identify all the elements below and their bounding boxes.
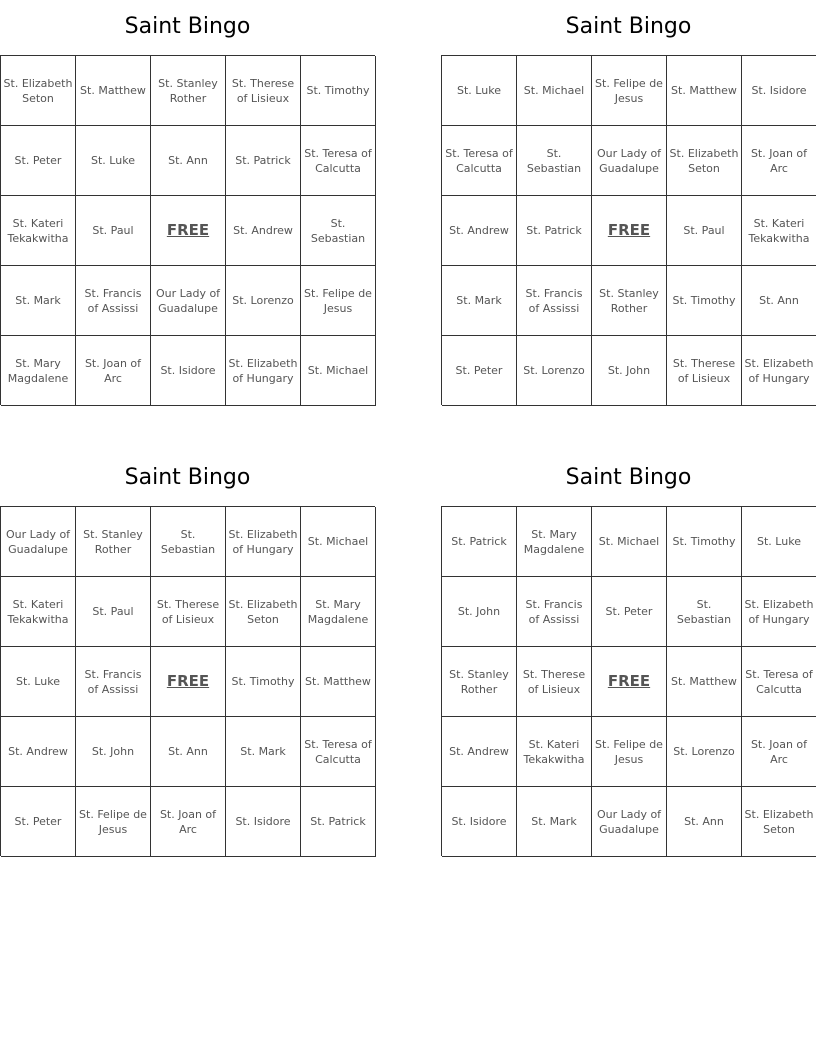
- bingo-cell: St. Mark: [1, 266, 76, 336]
- bingo-cell: St. Mary Magdalene: [517, 507, 592, 577]
- free-space-cell: FREE: [151, 196, 226, 266]
- bingo-cell: St. Lorenzo: [517, 336, 592, 406]
- free-space-cell: FREE: [592, 196, 667, 266]
- bingo-cell: St. Joan of Arc: [742, 717, 816, 787]
- bingo-cell: St. Paul: [76, 577, 151, 647]
- bingo-cell: St. Francis of Assissi: [76, 647, 151, 717]
- bingo-cell: St. John: [592, 336, 667, 406]
- free-space-cell: FREE: [151, 647, 226, 717]
- bingo-cell: St. Luke: [742, 507, 816, 577]
- bingo-cell: St. Ann: [151, 126, 226, 196]
- bingo-cell: Our Lady of Guadalupe: [592, 787, 667, 857]
- bingo-cell: St. Andrew: [1, 717, 76, 787]
- bingo-cell: St. Elizabeth Seton: [1, 56, 76, 126]
- bingo-cell: St. Sebastian: [151, 507, 226, 577]
- bingo-cell: St. Felipe de Jesus: [76, 787, 151, 857]
- bingo-cell: St. Luke: [76, 126, 151, 196]
- bingo-cell: St. Elizabeth of Hungary: [226, 336, 301, 406]
- bingo-cell: Our Lady of Guadalupe: [1, 507, 76, 577]
- bingo-cell: St. Kateri Tekakwitha: [517, 717, 592, 787]
- bingo-cell: St. Sebastian: [301, 196, 376, 266]
- bingo-cell: St. Peter: [442, 336, 517, 406]
- bingo-cell: St. Teresa of Calcutta: [301, 717, 376, 787]
- bingo-cell: St. Elizabeth Seton: [742, 787, 816, 857]
- bingo-cell: Our Lady of Guadalupe: [592, 126, 667, 196]
- bingo-card: [441, 10, 816, 405]
- bingo-cell: St. Luke: [1, 647, 76, 717]
- bingo-cell: St. Lorenzo: [226, 266, 301, 336]
- bingo-cell: St. Joan of Arc: [742, 126, 816, 196]
- bingo-cell: St. Therese of Lisieux: [151, 577, 226, 647]
- bingo-cell: St. Kateri Tekakwitha: [1, 196, 76, 266]
- bingo-cell: St. Therese of Lisieux: [667, 336, 742, 406]
- bingo-cell: St. Matthew: [667, 647, 742, 717]
- bingo-cell: St. Michael: [592, 507, 667, 577]
- bingo-cell: St. Matthew: [301, 647, 376, 717]
- bingo-cell: St. Kateri Tekakwitha: [1, 577, 76, 647]
- bingo-cell: St. Michael: [301, 507, 376, 577]
- bingo-grid: [441, 506, 816, 856]
- bingo-cell: St. Paul: [76, 196, 151, 266]
- bingo-cell: Our Lady of Guadalupe: [151, 266, 226, 336]
- bingo-cell: St. Stanley Rother: [76, 507, 151, 577]
- bingo-cell: St. Joan of Arc: [151, 787, 226, 857]
- bingo-cell: St. Mary Magdalene: [301, 577, 376, 647]
- bingo-cell: St. Timothy: [667, 507, 742, 577]
- bingo-cell: St. Stanley Rother: [151, 56, 226, 126]
- bingo-cell: St. Francis of Assissi: [517, 266, 592, 336]
- bingo-cell: St. Therese of Lisieux: [226, 56, 301, 126]
- bingo-cell: St. Elizabeth of Hungary: [226, 507, 301, 577]
- bingo-cell: St. Mark: [226, 717, 301, 787]
- bingo-cell: St. Isidore: [442, 787, 517, 857]
- bingo-cell: St. Peter: [1, 787, 76, 857]
- bingo-cell: St. Peter: [592, 577, 667, 647]
- bingo-cell: St. Mary Magdalene: [1, 336, 76, 406]
- bingo-cell: St. Stanley Rother: [442, 647, 517, 717]
- bingo-cell: St. Elizabeth of Hungary: [742, 336, 816, 406]
- bingo-cell: St. Patrick: [442, 507, 517, 577]
- bingo-cell: St. Michael: [301, 336, 376, 406]
- bingo-cell: St. John: [442, 577, 517, 647]
- bingo-cell: St. Ann: [151, 717, 226, 787]
- bingo-card: [441, 461, 816, 856]
- bingo-cell: St. Elizabeth Seton: [226, 577, 301, 647]
- bingo-cell: St. Ann: [667, 787, 742, 857]
- bingo-cell: St. Teresa of Calcutta: [742, 647, 816, 717]
- bingo-cell: St. Felipe de Jesus: [592, 56, 667, 126]
- bingo-cell: St. Andrew: [226, 196, 301, 266]
- bingo-cell: St. Mark: [517, 787, 592, 857]
- bingo-cell: St. Matthew: [76, 56, 151, 126]
- bingo-cell: St. Matthew: [667, 56, 742, 126]
- bingo-card: [0, 461, 375, 856]
- bingo-cell: St. Francis of Assissi: [76, 266, 151, 336]
- bingo-cell: St. Paul: [667, 196, 742, 266]
- bingo-cell: St. Teresa of Calcutta: [442, 126, 517, 196]
- bingo-cell: St. Patrick: [301, 787, 376, 857]
- bingo-cell: St. Isidore: [742, 56, 816, 126]
- bingo-cell: St. Isidore: [151, 336, 226, 406]
- bingo-cell: St. Lorenzo: [667, 717, 742, 787]
- bingo-cell: St. Peter: [1, 126, 76, 196]
- bingo-cell: St. Ann: [742, 266, 816, 336]
- bingo-cell: St. Patrick: [517, 196, 592, 266]
- bingo-cell: St. Joan of Arc: [76, 336, 151, 406]
- card-title: Saint Bingo: [124, 465, 251, 490]
- bingo-cell: St. Timothy: [667, 266, 742, 336]
- card-title: Saint Bingo: [565, 14, 692, 39]
- bingo-cell: St. Michael: [517, 56, 592, 126]
- bingo-card: [0, 10, 375, 405]
- bingo-cell: St. Therese of Lisieux: [517, 647, 592, 717]
- card-title: Saint Bingo: [124, 14, 251, 39]
- bingo-cell: St. Felipe de Jesus: [592, 717, 667, 787]
- bingo-cell: St. Sebastian: [517, 126, 592, 196]
- bingo-cell: St. Stanley Rother: [592, 266, 667, 336]
- bingo-cell: St. Timothy: [226, 647, 301, 717]
- bingo-cell: St. Isidore: [226, 787, 301, 857]
- bingo-cell: St. Teresa of Calcutta: [301, 126, 376, 196]
- bingo-cell: St. Mark: [442, 266, 517, 336]
- bingo-cell: St. John: [76, 717, 151, 787]
- bingo-cell: St. Andrew: [442, 196, 517, 266]
- bingo-cell: St. Elizabeth Seton: [667, 126, 742, 196]
- free-space-cell: FREE: [592, 647, 667, 717]
- bingo-cell: St. Andrew: [442, 717, 517, 787]
- bingo-cell: St. Francis of Assissi: [517, 577, 592, 647]
- bingo-cell: St. Felipe de Jesus: [301, 266, 376, 336]
- bingo-cell: St. Sebastian: [667, 577, 742, 647]
- bingo-grid: [441, 55, 816, 405]
- bingo-cell: St. Kateri Tekakwitha: [742, 196, 816, 266]
- bingo-cell: St. Luke: [442, 56, 517, 126]
- bingo-cell: St. Patrick: [226, 126, 301, 196]
- bingo-grid: [0, 506, 375, 856]
- bingo-cell: St. Elizabeth of Hungary: [742, 577, 816, 647]
- card-title: Saint Bingo: [565, 465, 692, 490]
- bingo-grid: [0, 55, 375, 405]
- bingo-cell: St. Timothy: [301, 56, 376, 126]
